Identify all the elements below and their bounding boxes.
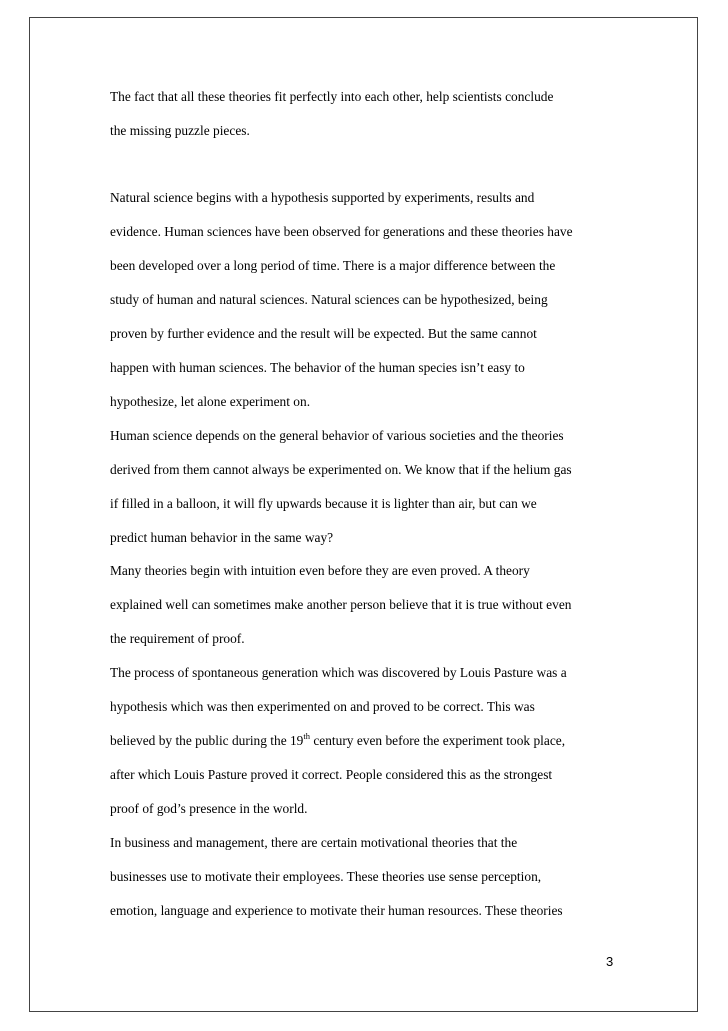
text-line: after which Louis Pasture proved it correct. People considered this as the strongest (110, 767, 553, 782)
ordinal-superscript: th (303, 730, 310, 741)
text-line: hypothesis which was then experimented on and proved to be correct. This was (110, 699, 535, 714)
text-line: proof of god’s presence in the world. (110, 801, 308, 816)
text-line: the requirement of proof. (110, 631, 245, 646)
text-line: Human science depends on the general behavior of various societies and the theories (110, 428, 564, 443)
text-line (110, 730, 566, 749)
text-line: explained well can sometimes make another person believe that it is true without even (110, 597, 572, 612)
text-line: proven by further evidence and the result will be expected. But the same cannot (110, 326, 537, 341)
text-line: businesses use to motivate their employees. These theories use sense perception, (110, 869, 542, 884)
text-line: the missing puzzle pieces. (110, 123, 250, 138)
text-line: derived from them cannot always be experimented on. We know that if the helium gas (110, 462, 572, 477)
text-line: The fact that all these theories fit perfectly into each other, help scientists conclude (110, 89, 554, 104)
text-segment: century even before the experiment took place, (310, 733, 566, 748)
text-line: evidence. Human sciences have been observed for generations and these theories have (110, 224, 573, 239)
text-line: Natural science begins with a hypothesis supported by experiments, results and (110, 190, 535, 205)
text-line: been developed over a long period of time. There is a major difference between the (110, 258, 556, 273)
text-line: emotion, language and experience to motivate their human resources. These theories (110, 903, 563, 918)
page-number: 3 (606, 954, 614, 969)
text-line: hypothesize, let alone experiment on. (110, 394, 311, 409)
text-line: if filled in a balloon, it will fly upwards because it is lighter than air, but can we (110, 496, 537, 511)
text-line: The process of spontaneous generation which was discovered by Louis Pasture was a (110, 665, 567, 680)
text-line: Many theories begin with intuition even before they are even proved. A theory (110, 563, 530, 578)
page-border (29, 17, 698, 1012)
text-line: happen with human sciences. The behavior of the human species isn’t easy to (110, 360, 525, 375)
text-segment: believed by the public during the 19 (110, 733, 304, 748)
text-line: In business and management, there are certain motivational theories that the (110, 835, 518, 850)
text-line: study of human and natural sciences. Natural sciences can be hypothesized, being (110, 292, 548, 307)
text-line: predict human behavior in the same way? (110, 530, 334, 545)
